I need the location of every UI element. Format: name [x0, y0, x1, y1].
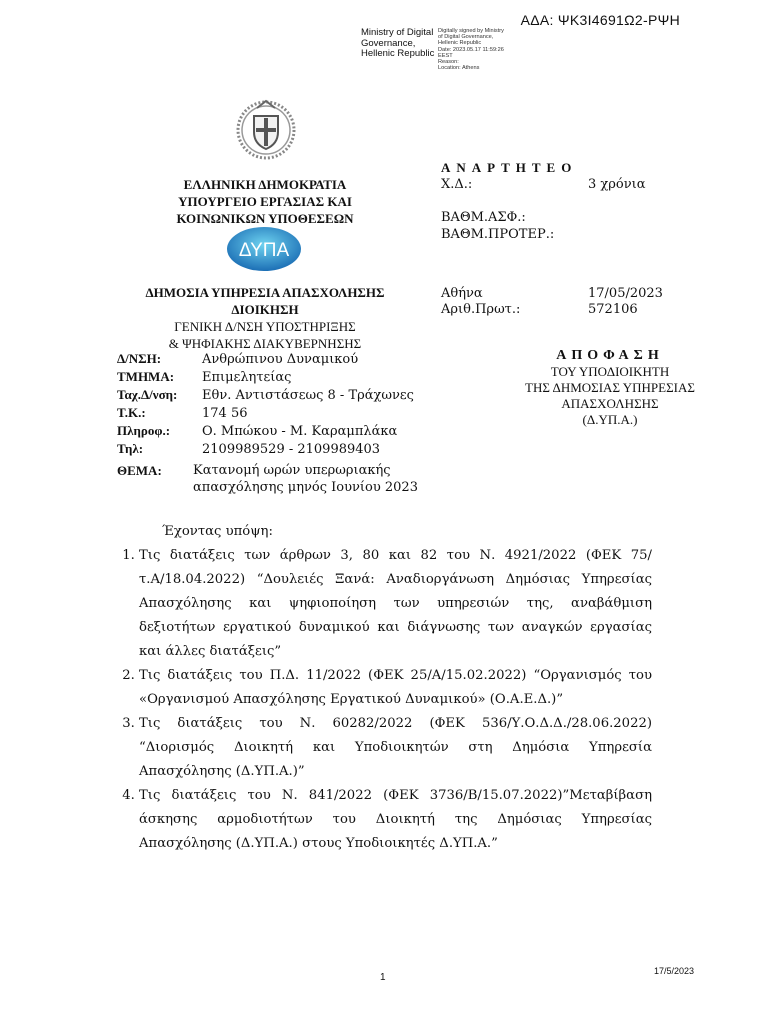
list-item: 4. Τις διατάξεις του Ν. 841/2022 (ΦΕΚ 3736/Β/15.07.2022)”Μεταβίβαση άσκησης αρμοδιοτήτων του Διοικητή της Δημόσιας Υπηρεσίας Απασχόλησης (Δ.ΥΠ.Α.) στους Υποδιοικητές Δ.ΥΠ.Α.”: [139, 784, 652, 856]
subject-text: [193, 462, 433, 496]
subject-line: Κατανομή ωρών υπερωριακής: [193, 463, 391, 478]
list-item: 3. Τις διατάξεις του Ν. 60282/2022 (ΦΕΚ 536/Υ.Ο.Δ.Δ./28.06.2022) “Διορισμός Διοικητή και Υποδιοικητών στη Δημόσια Υπηρεσία Απασχόλησης (Δ.ΥΠ.Α.)”: [139, 712, 652, 784]
dept-key: Τ.Κ.:: [117, 405, 146, 420]
dept-key: Δ/ΝΣΗ:: [117, 351, 162, 366]
protocol-row: [441, 302, 638, 317]
decision-issuer-line: ΤΗΣ ΔΗΜΟΣΙΑΣ ΥΠΗΡΕΣΙΑΣ: [525, 380, 695, 395]
service-general-directorate-2: & ΨΗΦΙΑΚΗΣ ΔΙΑΚΥΒΕΡΝΗΣΗΣ: [168, 336, 362, 351]
city: Αθήνα: [441, 286, 483, 301]
subject-label: ΘΕΜΑ:: [117, 463, 162, 478]
decision-issuer-line: (Δ.ΥΠ.Α.): [582, 412, 638, 427]
dept-value: Επιμελητείας: [202, 370, 292, 385]
subject-block: [117, 462, 433, 496]
signature-detail-line: Location: Athens: [438, 65, 480, 72]
security-level-label: ΒΑΘΜ.ΑΣΦ.:: [441, 210, 526, 225]
dept-row-address: [117, 386, 414, 404]
retention-value: 3 χρόνια: [588, 177, 646, 192]
dept-key: Τηλ:: [117, 441, 144, 456]
considerations-lead: Έχοντας υπόψη:: [162, 524, 273, 539]
priority-level-label: ΒΑΘΜ.ΠΡΟΤΕΡ.:: [441, 227, 555, 242]
service-header: [100, 284, 430, 352]
dept-value: 2109989529 - 2109989403: [202, 442, 381, 457]
decision-title: ΑΠΟΦΑΣΗ: [556, 348, 664, 363]
signature-details: [438, 28, 504, 71]
service-division: ΔΙΟΙΚΗΣΗ: [231, 302, 299, 317]
signature-detail-line: Digitally signed by Ministry: [438, 28, 504, 34]
service-general-directorate: ΓΕΝΙΚΗ Δ/ΝΣΗ ΥΠΟΣΤΗΡΙΞΗΣ: [174, 319, 356, 334]
ada-code: ΑΔΑ: ΨΚ3Ι4691Ω2-ΡΨΗ: [520, 12, 680, 28]
list-item: 2. Τις διατάξεις του Π.Δ. 11/2022 (ΦΕΚ 25/Α/15.02.2022) “Οργανισμός του «Οργανισμού Απασχόλησης Εργατικού Δυναμικού» (Ο.Α.Ε.Δ.)”: [139, 664, 652, 712]
dypa-logo-icon: [226, 226, 302, 272]
header-line: ΕΛΛΗΝΙΚΗ ΔΗΜΟΚΡΑΤΙΑ: [183, 177, 347, 192]
signature-org-line: Governance,: [361, 37, 416, 49]
document-body: [117, 520, 652, 856]
issuer-header: [100, 176, 430, 227]
signature-org-line: Ministry of Digital: [361, 27, 434, 38]
department-details: [117, 350, 414, 458]
signature-organization: [361, 28, 434, 60]
protocol-number: 572106: [588, 302, 638, 317]
dept-row-postcode: [117, 404, 414, 422]
signature-detail-line: Reason:: [438, 59, 459, 66]
signature-detail-line: Hellenic Republic: [438, 40, 482, 47]
greek-emblem-icon: [233, 96, 299, 162]
service-name: ΔΗΜΟΣΙΑ ΥΠΗΡΕΣΙΑ ΑΠΑΣΧΟΛΗΣΗΣ: [145, 285, 385, 300]
signature-detail-line: of Digital Governance,: [438, 34, 494, 41]
signature-detail-line: Date: 2023.05.17 11:59:26: [438, 46, 504, 53]
publish-notice: ΑΝΑΡΤΗΤΕΟ: [441, 160, 578, 175]
place-date-row: [441, 286, 663, 301]
dept-value: 174 56: [202, 406, 248, 421]
footer-date: 17/5/2023: [654, 966, 695, 976]
dept-value: Ο. Μπώκου - Μ. Καραμπλάκα: [202, 424, 398, 439]
dypa-logo-text: ΔΥΠΑ: [238, 240, 290, 261]
signature-detail-line: EEST: [438, 52, 453, 59]
dept-value: Εθν. Αντιστάσεως 8 - Τράχωνες: [202, 388, 414, 403]
considerations-list: [117, 544, 652, 856]
subject-line: απασχόλησης μηνός Ιουνίου 2023: [193, 480, 418, 495]
dept-key: Πληροφ.:: [117, 423, 171, 438]
dept-row-section: [117, 368, 414, 386]
decision-issuer-line: ΑΠΑΣΧΟΛΗΣΗΣ: [561, 396, 659, 411]
document-date: 17/05/2023: [588, 286, 663, 301]
dept-row-phone: [117, 440, 414, 458]
decision-heading: [490, 348, 730, 428]
header-line: ΚΟΙΝΩΝΙΚΩΝ ΥΠΟΘΕΣΕΩΝ: [176, 211, 354, 226]
dept-value: Ανθρώπινου Δυναμικού: [202, 352, 359, 367]
retention-label: Χ.Δ.:: [441, 177, 473, 192]
dept-key: Ταχ.Δ/νση:: [117, 387, 178, 402]
list-item: 1. Τις διατάξεις των άρθρων 3, 80 και 82 του Ν. 4921/2022 (ΦΕΚ 75/τ.Α/18.04.2022) “Δουλειές Ξανά: Αναδιοργάνωση Δημόσιας Υπηρεσίας Απασχόλησης και ψηφιοποίηση των υπηρεσιών της, αναβάθμιση δεξιοτήτων εργατικού δυναμικού και διάγνωσης των αναγκών εργασίας και άλλες διατάξεις”: [139, 544, 652, 664]
protocol-label: Αριθ.Πρωτ.:: [441, 302, 521, 317]
decision-issuer-line: ΤΟΥ ΥΠΟΔΙΟΙΚΗΤΗ: [550, 364, 670, 379]
header-line: ΥΠΟΥΡΓΕΙΟ ΕΡΓΑΣΙΑΣ ΚΑΙ: [178, 194, 352, 209]
signature-org-line: Hellenic Republic: [361, 48, 435, 59]
page-number: 1: [380, 972, 386, 983]
dept-row-directorate: [117, 350, 414, 368]
retention-row: [441, 177, 646, 192]
dept-key: ΤΜΗΜΑ:: [117, 369, 175, 384]
dept-row-contact: [117, 422, 414, 440]
